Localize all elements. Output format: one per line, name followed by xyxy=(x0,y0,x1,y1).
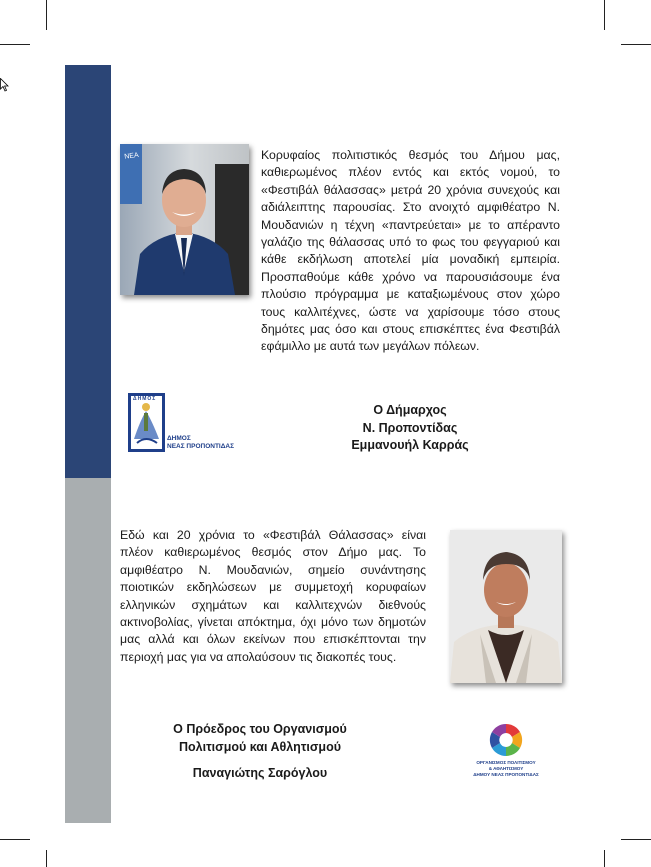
organization-emblem-icon xyxy=(465,720,547,760)
president-portrait xyxy=(450,530,562,683)
org-logo-line1: ΟΡΓΑΝΙΣΜΟΣ ΠΟΛΙΤΙΣΜΟΥ xyxy=(476,760,536,765)
president-signature xyxy=(150,721,370,783)
president-sig-line2: Πολιτισμού και Αθλητισμού xyxy=(179,739,341,754)
crop-mark xyxy=(621,44,651,45)
crop-mark xyxy=(604,850,605,867)
mayor-sig-role: Ο Δήμαρχος xyxy=(373,403,447,417)
crop-mark xyxy=(621,839,651,840)
mayor-sig-municipality: Ν. Προποντίδας xyxy=(362,420,458,435)
side-band-blue xyxy=(65,65,111,478)
mayor-portrait xyxy=(120,144,249,295)
organization-logo xyxy=(465,720,547,782)
municipality-logo-line1: ΔΗΜΟΣ xyxy=(167,435,191,442)
mouse-cursor-icon xyxy=(0,78,9,92)
crop-mark xyxy=(0,839,30,840)
crop-mark xyxy=(46,850,47,867)
org-logo-line2: & ΑΘΛΗΤΙΣΜΟΥ xyxy=(488,766,524,771)
president-sig-line1: Ο Πρόεδρος του Οργανισμού xyxy=(173,722,347,736)
municipality-logo xyxy=(128,391,248,455)
svg-text:ΝΕΑ: ΝΕΑ xyxy=(123,151,140,161)
side-band-grey xyxy=(65,478,111,823)
president-sig-name: Παναγιώτης Σαρόγλου xyxy=(192,766,328,780)
mayor-sig-name: Εμμανουήλ Καρράς xyxy=(351,438,469,452)
crop-mark xyxy=(0,44,30,45)
crop-mark xyxy=(604,0,605,30)
municipality-logo-top: ΔΗΜΟΣ xyxy=(133,396,157,402)
org-logo-line3: ΔΗΜΟΥ ΝΕΑΣ ΠΡΟΠΟΝΤΙΔΑΣ xyxy=(473,772,539,777)
crop-mark xyxy=(46,0,47,30)
municipality-logo-line2: ΝΕΑΣ ΠΡΟΠΟΝΤΙΔΑΣ xyxy=(167,443,235,450)
mayor-signature xyxy=(300,402,520,455)
mayor-message: Κορυφαίος πολιτιστικός θεσμός του Δήμου μας, καθιερωμένος πλέον εντός και εκτός νομού, το «Φεστιβάλ θάλασσας» μετρά 20 χρόνια συνεχούς και αδιάλειπτης παρουσίας. Στο ανοιχτό αμφιθέατρο Ν. Μουδανιών η τέχνη «παντρεύεται» με το απέραντο γαλάζιο της θάλασσας υπό το φως του φεγγαριού και κάθε εκδήλωση αποτελεί μία μοναδική εμπειρία. Προσπαθούμε κάθε χρόνο να παρουσιάσουμε ένα πλούσιο πρόγραμμα με καταξιωμένους στον χώρο τους καλλιτέχνες, ώστε να χαρίσουμε τόσο στους δημότες μας όσο και στους επισκέπτες ένα Φεστιβάλ εφάμιλλο με αυτά των μεγάλων πόλεων. xyxy=(261,148,560,354)
president-message: Εδώ και 20 χρόνια το «Φεστιβάλ Θάλασσας» είναι πλέον καθιερωμένος θεσμός στον Δήμο μας. Το αμφιθέατρο Ν. Μουδανιών, σημείο συνάντησης ποιοτικών εκδηλώσεων με συμμετοχή κορυφαίων ελληνικών σχημάτων και καλλιτεχνών διεθνούς ακτινοβολίας, γίνεται απόκτημα, όχι μόνο των δημοτών μας αλλά και όλων εκείνων που επισκέπτονται την περιοχή μας για να απολαύσουν τις διακοπές τους. xyxy=(120,528,426,664)
